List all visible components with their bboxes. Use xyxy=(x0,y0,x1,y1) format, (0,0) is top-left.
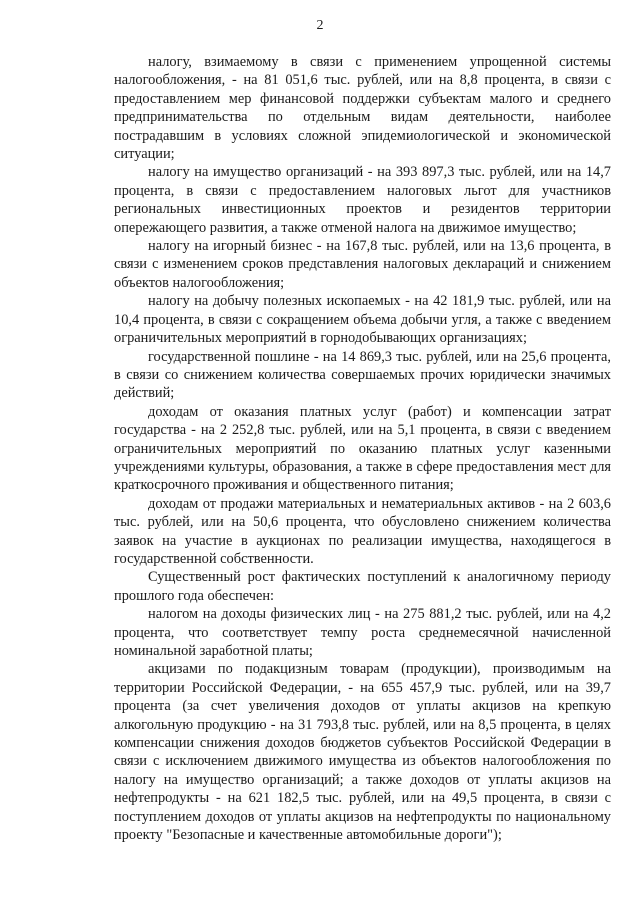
paragraph-mining-tax: налогу на добычу полезных ископаемых - на 42 181,9 тыс. рублей, или на 10,4 процента, в связи с сокращением объема добычи угля, а также с введением ограничительных мероприятий в горнодобывающих организациях; xyxy=(114,293,611,347)
paragraph-property-tax: налогу на имущество организаций - на 393 897,3 тыс. рублей, или на 14,7 процента, в связи с предоставлением налоговых льгот для участников региональных инвестиционных проектов и резидентов территории опережающего развития, а также отменой налога на движимое имущество; xyxy=(114,164,611,236)
paragraph-growth-intro: Существенный рост фактических поступлений к аналогичному периоду прошлого года обеспечен: xyxy=(114,569,611,604)
page-number: 2 xyxy=(316,18,324,33)
paragraph-paid-services: доходам от оказания платных услуг (работ) и компенсации затрат государства - на 2 252,8 тыс. рублей, или на 5,1 процента, в связи с введением ограничительных мероприятий по оказанию платных услуг казенными учреждениями культуры, образования, а также в сфере предоставления мест для краткосрочного проживания и общественного питания; xyxy=(114,403,611,494)
paragraph-income-tax: налогом на доходы физических лиц - на 275 881,2 тыс. рублей, или на 4,2 процента, что соответствует темпу роста среднемесячной начисленной номинальной заработной платы; xyxy=(114,606,611,659)
paragraph-gambling-tax: налогу на игорный бизнес - на 167,8 тыс. рублей, или на 13,6 процента, в связи с изменением сроков представления налоговых деклараций и снижением объектов налогообложения; xyxy=(114,238,611,291)
paragraph-state-duty: государственной пошлине - на 14 869,3 тыс. рублей, или на 25,6 процента, в связи со снижением количества совершаемых прочих юридически значимых действий; xyxy=(114,348,611,402)
paragraph-usn-tax: налогу, взимаемому в связи с применением упрощенной системы налогообложения, - на 81 051,6 тыс. рублей, или на 8,8 процента, в связи с предоставлением мер финансовой поддержки субъектам малого и среднего предпринимательства по отдельным видам деятельности, наиболее пострадавшим в условиях сложной эпидемиологической и экономической ситуации; xyxy=(114,54,611,163)
paragraph-asset-sales: доходам от продажи материальных и нематериальных активов - на 2 603,6 тыс. рублей, или на 50,6 процента, что обусловлено снижением количества заявок на участие в аукционах по реализации имущества, находящегося в государственной собственности. xyxy=(114,495,611,567)
paragraph-excise: акцизами по подакцизным товарам (продукции), производимым на территории Российской Федерации, - на 655 457,9 тыс. рублей, или на 39,7 процента (за счет увеличения доходов от уплаты акцизов на крепкую алкогольную продукцию - на 31 793,8 тыс. рублей, или на 8,5 процента, в целях компенсации снижения доходов бюджетов субъектов Российской Федерации в связи с исключением движимого имущества из объектов налогообложения по налогу на имущество организаций; а также доходов от уплаты акцизов на нефтепродукты - на 621 182,5 тыс. рублей, или на 49,5 процента, в связи с поступлением доходов от уплаты акцизов на нефтепродукты по национальному проекту "Безопасные и качественные автомобильные дороги"); xyxy=(114,661,611,844)
document-body xyxy=(114,53,611,844)
